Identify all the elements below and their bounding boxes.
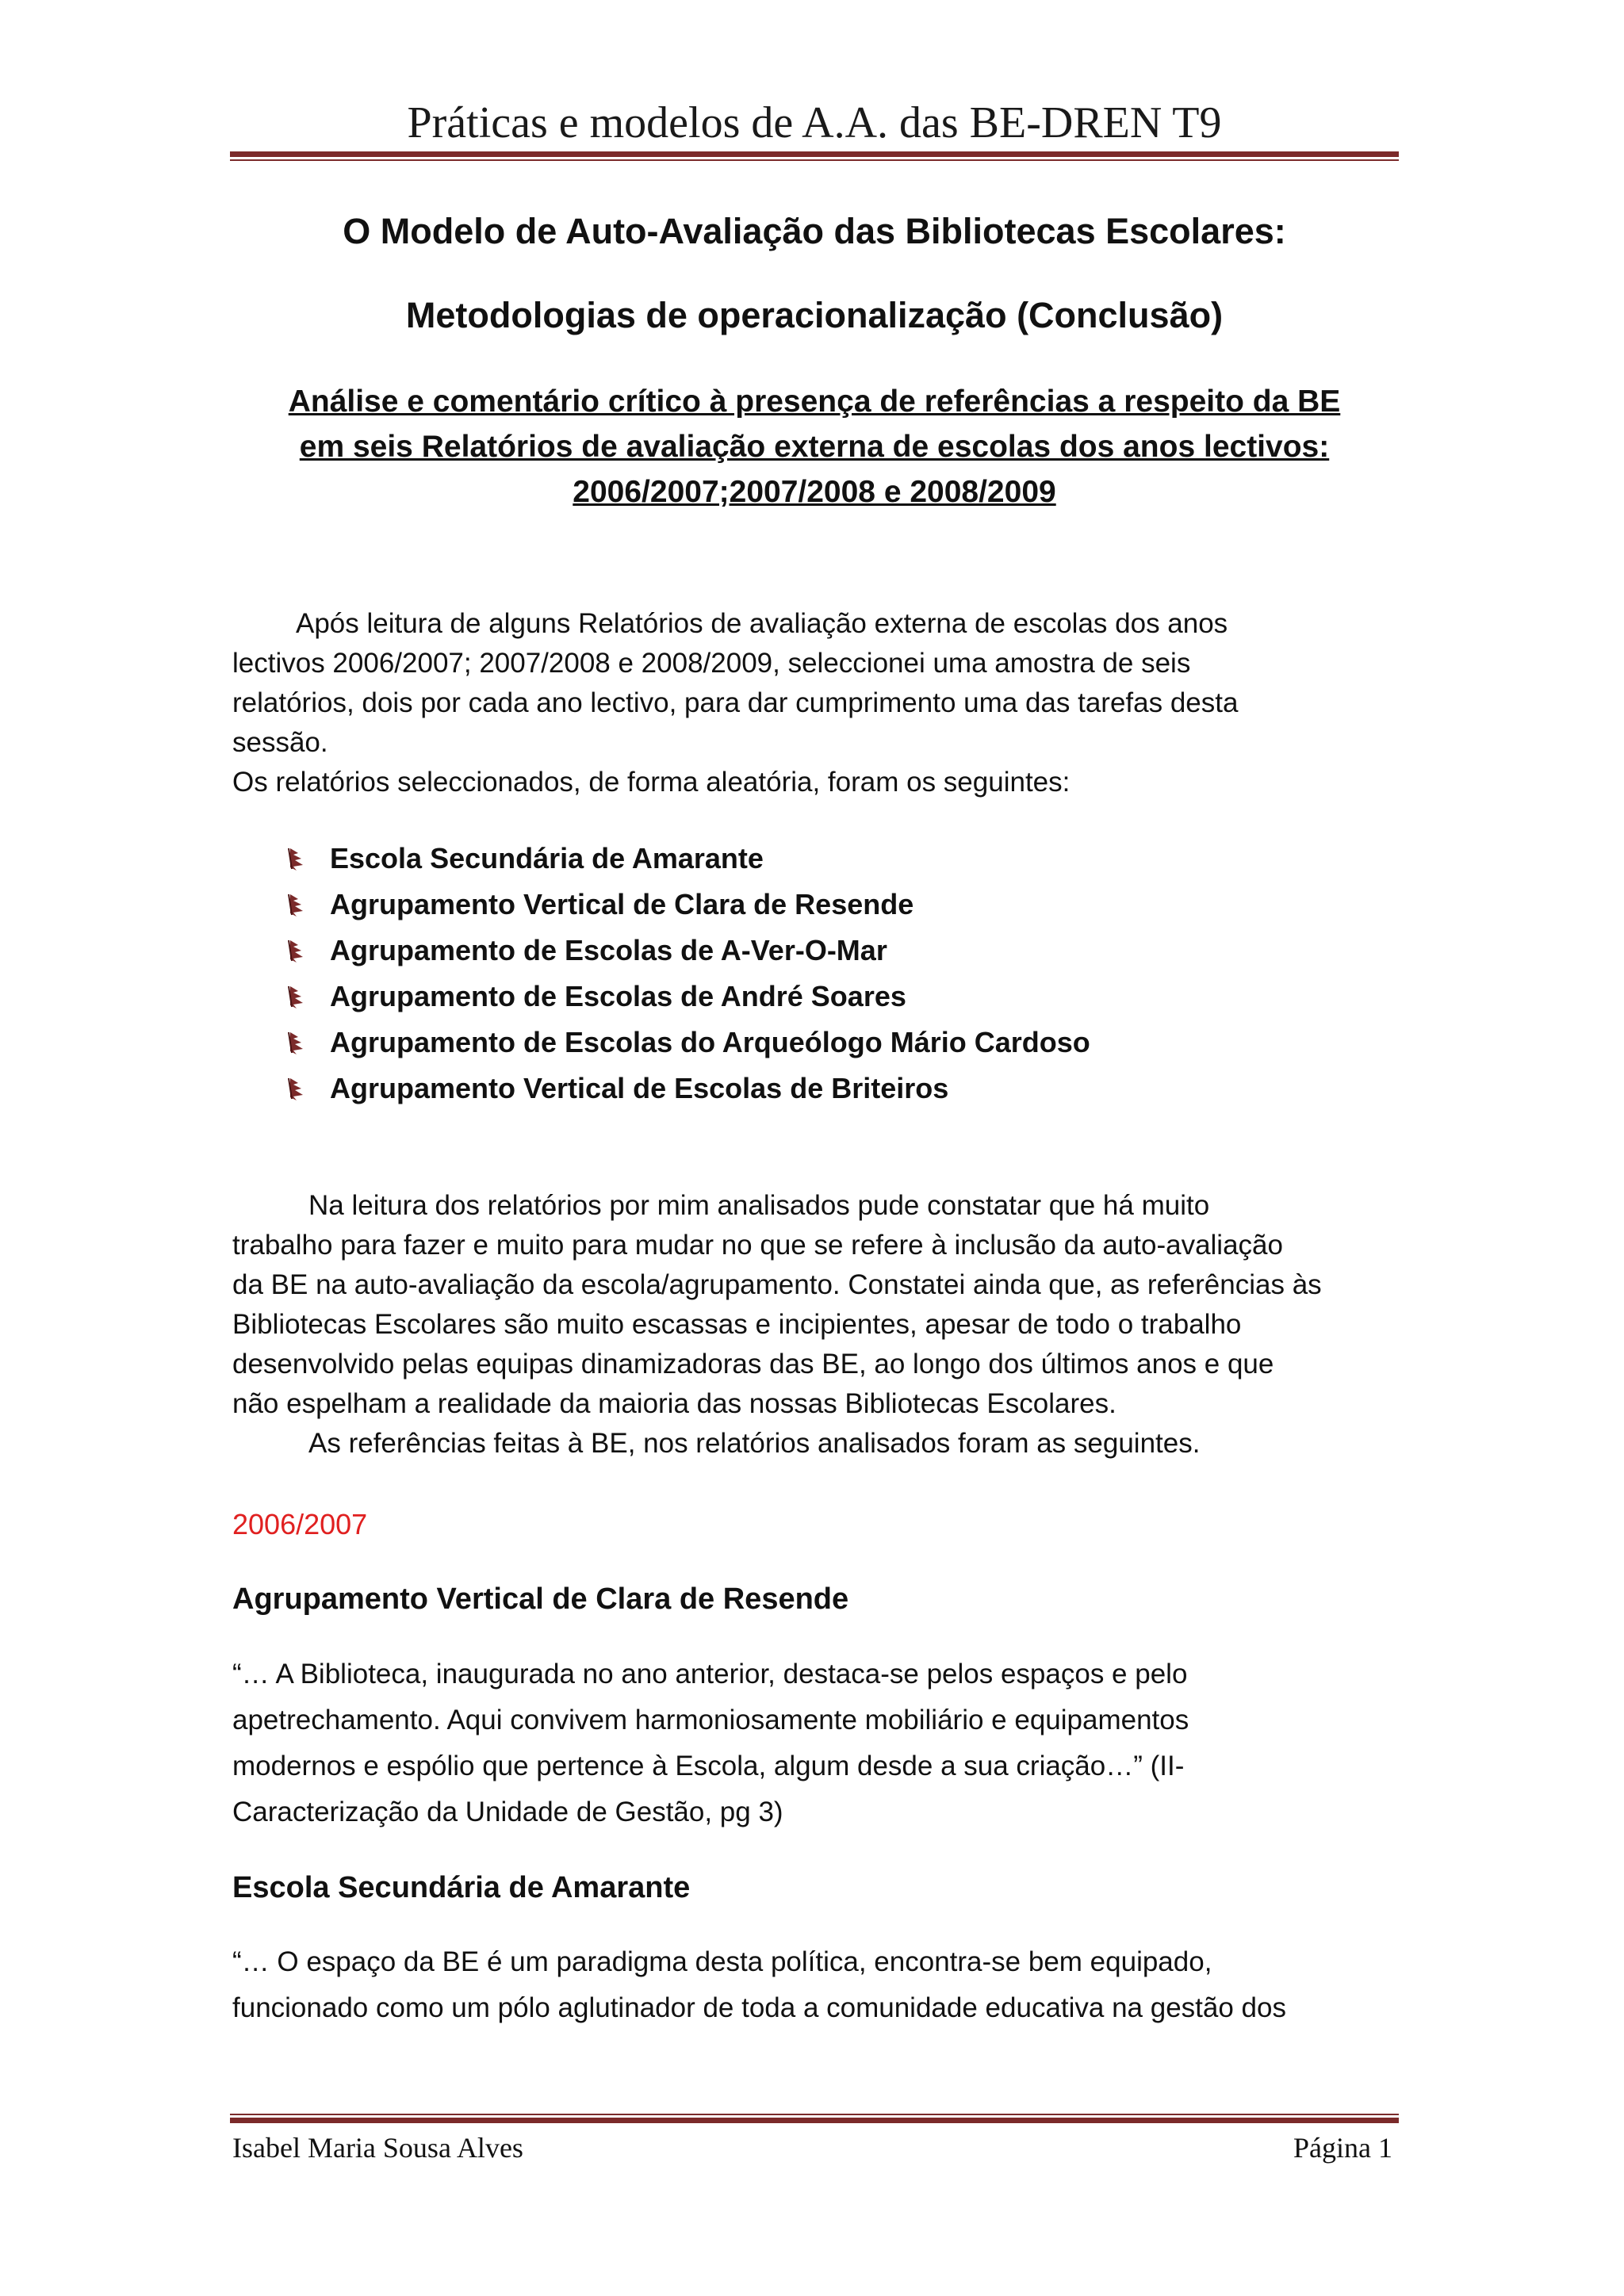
quote-line: funcionado como um pólo aglutinador de toda a comunidade educativa na gestão dos bbox=[232, 1992, 1286, 2023]
subtitle-line2: em seis Relatórios de avaliação externa de escolas dos anos lectivos: bbox=[299, 430, 1330, 464]
year-label: 2006/2007 bbox=[232, 1508, 368, 1540]
school-name: Agrupamento de Escolas do Arqueólogo Mário Cardoso bbox=[330, 1026, 1090, 1058]
list-item bbox=[285, 836, 1090, 882]
subtitle-line3: 2006/2007;2007/2008 e 2008/2009 bbox=[573, 475, 1056, 509]
doc-title-line2: Metodologias de operacionalização (Conclusão) bbox=[405, 295, 1224, 335]
footer-page-number: Página 1 bbox=[1293, 2132, 1392, 2164]
subtitle-line1: Análise e comentário crítico à presença de referências a respeito da BE bbox=[288, 385, 1341, 419]
quote-line: apetrechamento. Aqui convivem harmoniosamente mobiliário e equipamentos bbox=[232, 1705, 1189, 1735]
analysis-line2: trabalho para fazer e muito para mudar no que se refere à inclusão da auto-avaliação bbox=[232, 1230, 1283, 1261]
leaf-bullet-icon bbox=[285, 1075, 308, 1102]
school-list bbox=[285, 836, 1090, 1112]
analysis-line6: não espelham a realidade da maioria das nossas Bibliotecas Escolares. bbox=[232, 1388, 1116, 1419]
footer-rule bbox=[230, 2114, 1399, 2123]
doc-subtitle bbox=[230, 379, 1399, 515]
school-name: Agrupamento de Escolas de André Soares bbox=[330, 980, 906, 1012]
intro-line4: sessão. bbox=[232, 727, 328, 758]
footer-author: Isabel Maria Sousa Alves bbox=[232, 2132, 523, 2164]
analysis-line5: desenvolvido pelas equipas dinamizadoras das BE, ao longo dos últimos anos e que bbox=[232, 1349, 1274, 1380]
analysis-paragraph bbox=[232, 1186, 1398, 1464]
quote-amarante bbox=[232, 1939, 1398, 2031]
intro-paragraph bbox=[232, 604, 1398, 802]
intro-line3: relatórios, dois por cada ano lectivo, para dar cumprimento uma das tarefas desta bbox=[232, 687, 1239, 718]
leaf-bullet-icon bbox=[285, 1029, 308, 1056]
leaf-bullet-icon bbox=[285, 937, 308, 964]
list-item bbox=[285, 974, 1090, 1020]
list-item bbox=[285, 882, 1090, 928]
section-heading-amarante: Escola Secundária de Amarante bbox=[232, 1871, 691, 1904]
leaf-bullet-icon bbox=[285, 983, 308, 1010]
list-item bbox=[285, 1066, 1090, 1112]
quote-line: “… O espaço da BE é um paradigma desta política, encontra-se bem equipado, bbox=[232, 1946, 1212, 1977]
intro-line1: Após leitura de alguns Relatórios de avaliação externa de escolas dos anos bbox=[296, 608, 1228, 639]
school-name: Agrupamento Vertical de Clara de Resende bbox=[330, 888, 914, 920]
school-name: Escola Secundária de Amarante bbox=[330, 842, 764, 874]
list-item bbox=[285, 1020, 1090, 1066]
doc-title-line1: O Modelo de Auto-Avaliação das Bibliotecas Escolares: bbox=[343, 211, 1286, 251]
quote-line: “… A Biblioteca, inaugurada no ano anterior, destaca-se pelos espaços e pelo bbox=[232, 1659, 1188, 1689]
leaf-bullet-icon bbox=[285, 845, 308, 872]
header-rule bbox=[230, 151, 1399, 161]
intro-line2: lectivos 2006/2007; 2007/2008 e 2008/2009, seleccionei uma amostra de seis bbox=[232, 648, 1191, 679]
list-item bbox=[285, 928, 1090, 974]
quote-clara-resende bbox=[232, 1651, 1398, 1835]
quote-line: Caracterização da Unidade de Gestão, pg 3) bbox=[232, 1797, 783, 1827]
leaf-bullet-icon bbox=[285, 891, 308, 918]
section-heading-clara-resende: Agrupamento Vertical de Clara de Resende bbox=[232, 1582, 849, 1616]
header-title: Práticas e modelos de A.A. das BE-DREN T9 bbox=[407, 98, 1222, 147]
analysis-line1: Na leitura dos relatórios por mim analisados pude constatar que há muito bbox=[308, 1190, 1210, 1221]
analysis-line4: Bibliotecas Escolares são muito escassas e incipientes, apesar de todo o trabalho bbox=[232, 1309, 1242, 1340]
intro-line5: Os relatórios seleccionados, de forma aleatória, foram os seguintes: bbox=[232, 767, 1071, 798]
analysis-line7: As referências feitas à BE, nos relatórios analisados foram as seguintes. bbox=[308, 1428, 1201, 1459]
school-name: Agrupamento Vertical de Escolas de Briteiros bbox=[330, 1072, 949, 1104]
school-name: Agrupamento de Escolas de A-Ver-O-Mar bbox=[330, 934, 887, 966]
quote-line: modernos e espólio que pertence à Escola, algum desde a sua criação…” (II- bbox=[232, 1751, 1185, 1781]
analysis-line3: da BE na auto-avaliação da escola/agrupamento. Constatei ainda que, as referências às bbox=[232, 1269, 1322, 1300]
